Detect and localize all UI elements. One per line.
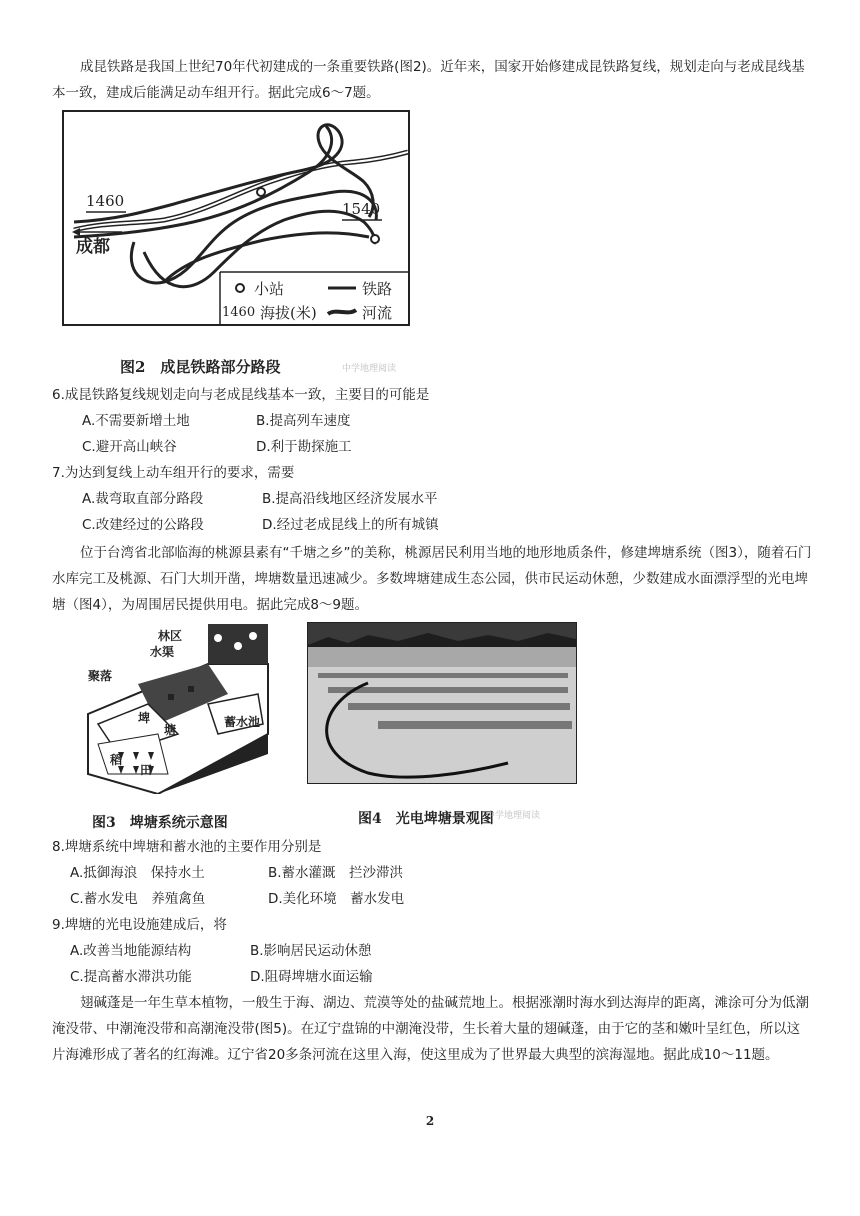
question-7-option-a[interactable]: A.裁弯取直部分路段: [82, 491, 204, 507]
legend-river-icon: [328, 310, 356, 314]
intro-paragraph-2: 位于台湾省北部临海的桃源县素有“千塘之乡”的美称，桃源居民利用当地的地形地质条件，修建埤塘系统（图3），随着石门水库完工及桃源、石门大圳开凿，埤塘数量迅速减少。多数埤塘建成生态公园，供市民运动休憩，少数建成水面漂浮型的光电埤塘（图4），为周围居民提供用电。据此完成8～9题。: [52, 545, 812, 613]
intro-paragraph-1: 成昆铁路是我国上世纪70年代初建成的一条重要铁路(图2)。近年来，国家开始修建成昆铁路复线，规划走向与老成昆线基本一致，建成后能满足动车组开行。据此完成6～7题。: [52, 59, 805, 101]
question-9-stem: 9.埤塘的光电设施建成后，将: [52, 917, 227, 933]
label-paddy-2: 田: [140, 763, 153, 777]
station-marker: [371, 235, 379, 243]
question-9-option-a[interactable]: A.改善当地能源结构: [70, 943, 192, 959]
question-7-stem: 7.为达到复线上动车组开行的要求，需要: [52, 465, 295, 481]
legend-river-label: 河流: [362, 304, 393, 322]
figure-3-pond-system: [78, 624, 278, 794]
page-number: 2: [425, 1114, 435, 1128]
question-8-option-a[interactable]: A.抵御海浪 保持水土: [70, 865, 205, 881]
question-9-option-b[interactable]: B.影响居民运动休憩: [250, 943, 372, 959]
question-8-option-d[interactable]: D.美化环境 蓄水发电: [268, 891, 405, 907]
question-6-option-b[interactable]: B.提高列车速度: [256, 413, 351, 429]
intro-paragraph-3: 翅碱蓬是一年生草本植物，一般生于海、湖边、荒漠等处的盐碱荒地上。根据涨潮时海水到达海岸的距离，滩涂可分为低潮淹没带、中潮淹没带和高潮淹没带(图5)。在辽宁盘锦的中潮淹没带，生长着大量的翅碱蓬，由于它的茎和嫩叶呈红色，所以这片海滩形成了著名的红海滩。辽宁省20多条河流在这里入海，使这里成为了世界最大典型的滨海湿地。据此成10～11题。: [52, 995, 809, 1063]
label-canal: 水渠: [150, 645, 175, 659]
station-marker: [257, 188, 265, 196]
elevation-label-right: 1540: [342, 200, 381, 218]
figure-4-photo: [307, 622, 577, 784]
label-paddy-1: 稻: [110, 753, 123, 767]
legend-station-icon: [236, 284, 244, 292]
question-9-option-c[interactable]: C.提高蓄水滞洪功能: [70, 969, 192, 985]
question-7-option-d[interactable]: D.经过老成昆线上的所有城镇: [262, 517, 439, 533]
question-8-option-b[interactable]: B.蓄水灌溉 拦沙滞洪: [268, 865, 404, 881]
label-forest: 林区: [158, 629, 183, 643]
question-6-option-a[interactable]: A.不需要新增土地: [82, 413, 190, 429]
legend-station-label: 小站: [254, 280, 285, 298]
figure-2-caption: 图2 成昆铁路部分路段: [120, 358, 281, 376]
question-7-option-c[interactable]: C.改建经过的公路段: [82, 517, 204, 533]
watermark: 中学地理阅读: [486, 811, 541, 821]
question-9-option-d[interactable]: D.阻碍埤塘水面运输: [250, 969, 373, 985]
question-6-option-c[interactable]: C.避开高山峡谷: [82, 439, 177, 455]
figure-4-caption: 图4 光电埤塘景观图: [358, 811, 494, 827]
figure-2-railway-map: [62, 110, 410, 326]
elevation-label-left: 1460: [86, 192, 125, 210]
label-reservoir: 蓄水池: [224, 715, 261, 729]
question-8-option-c[interactable]: C.蓄水发电 养殖禽鱼: [70, 891, 206, 907]
legend-elevation-label: 海拔(米): [260, 304, 317, 322]
question-8-stem: 8.埤塘系统中埤塘和蓄水池的主要作用分别是: [52, 839, 322, 855]
figure-3-caption: 图3 埤塘系统示意图: [92, 815, 228, 831]
label-settlement: 聚落: [88, 669, 113, 683]
question-7-option-b[interactable]: B.提高沿线地区经济发展水平: [262, 491, 438, 507]
question-6-option-d[interactable]: D.利于勘探施工: [256, 439, 352, 455]
label-pond-2: 塘: [164, 723, 177, 737]
question-6-stem: 6.成昆铁路复线规划走向与老成昆线基本一致，主要目的可能是: [52, 387, 430, 403]
label-pond-1: 埤: [138, 711, 151, 725]
legend-rail-label: 铁路: [362, 280, 393, 298]
legend-elevation-number: 1460: [222, 305, 256, 320]
railway-map-drawing: [64, 112, 408, 324]
city-label-chengdu: 成都: [76, 237, 110, 257]
watermark: 中学地理阅读: [342, 364, 397, 374]
